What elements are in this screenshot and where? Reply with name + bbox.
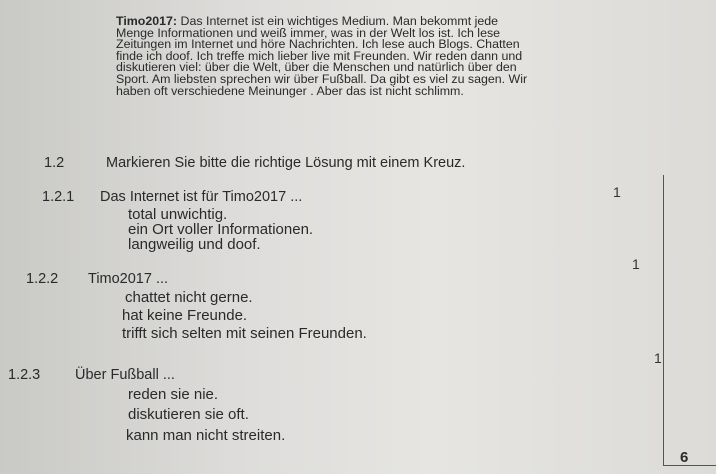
score-underline [663,465,716,466]
score-column-divider [663,175,664,465]
question-stem: Über Fußball ... [75,367,175,383]
answer-option[interactable]: total unwichtig. [128,206,228,223]
answer-option[interactable]: reden sie nie. [128,386,219,403]
answer-option[interactable]: langweilig und doof. [128,236,261,253]
reading-text-line-3: Zeitungen im Internet und höre Nachrichten. Ich lese auch Blogs. Chatten [116,37,520,52]
answer-option[interactable]: kann man nicht streiten. [126,427,286,444]
reading-text-line-5: diskutieren viel: über die Welt, über die Menschen und natürlich über den [116,60,517,75]
total-points: 6 [680,449,689,466]
question-stem: Timo2017 ... [88,271,169,287]
reading-text-line-7: haben oft verschiedene Meinunger . Aber das ist nicht schlimm. [116,83,464,98]
task-number: 1.2 [44,155,65,171]
answer-option[interactable]: diskutieren sie oft. [128,406,249,423]
question-number: 1.2.2 [26,271,59,287]
task-instruction: Markieren Sie bitte die richtige Lösung mit einem Kreuz. [106,155,466,171]
points-mark: 1 [654,350,662,366]
answer-option[interactable]: chattet nicht gerne. [125,289,253,306]
question-number: 1.2.1 [42,189,75,205]
answer-option[interactable]: ein Ort voller Informationen. [128,221,314,238]
reading-text-line-6: Sport. Am liebsten sprechen wir über Fußball. Da gibt es viel zu sagen. Wir [116,71,528,86]
speaker-name: Timo2017: [116,14,178,28]
points-mark: 1 [632,256,640,272]
question-number: 1.2.3 [8,367,41,383]
answer-option[interactable]: hat keine Freunde. [122,307,248,324]
reading-text-line-4: finde ich doof. Ich treffe mich lieber live mit Freunden. Wir reden dann und [116,48,523,63]
reading-text-line-2: Menge Informationen und weiß immer, was in der Welt los ist. Ich lese [116,25,501,40]
answer-option[interactable]: trifft sich selten mit seinen Freunden. [122,325,367,342]
reading-text [116,16,586,97]
reading-text-line-1-text: Das Internet ist ein wichtiges Medium. Man bekommt jede [180,14,499,28]
question-stem: Das Internet ist für Timo2017 ... [100,189,303,205]
points-mark: 1 [613,184,621,200]
